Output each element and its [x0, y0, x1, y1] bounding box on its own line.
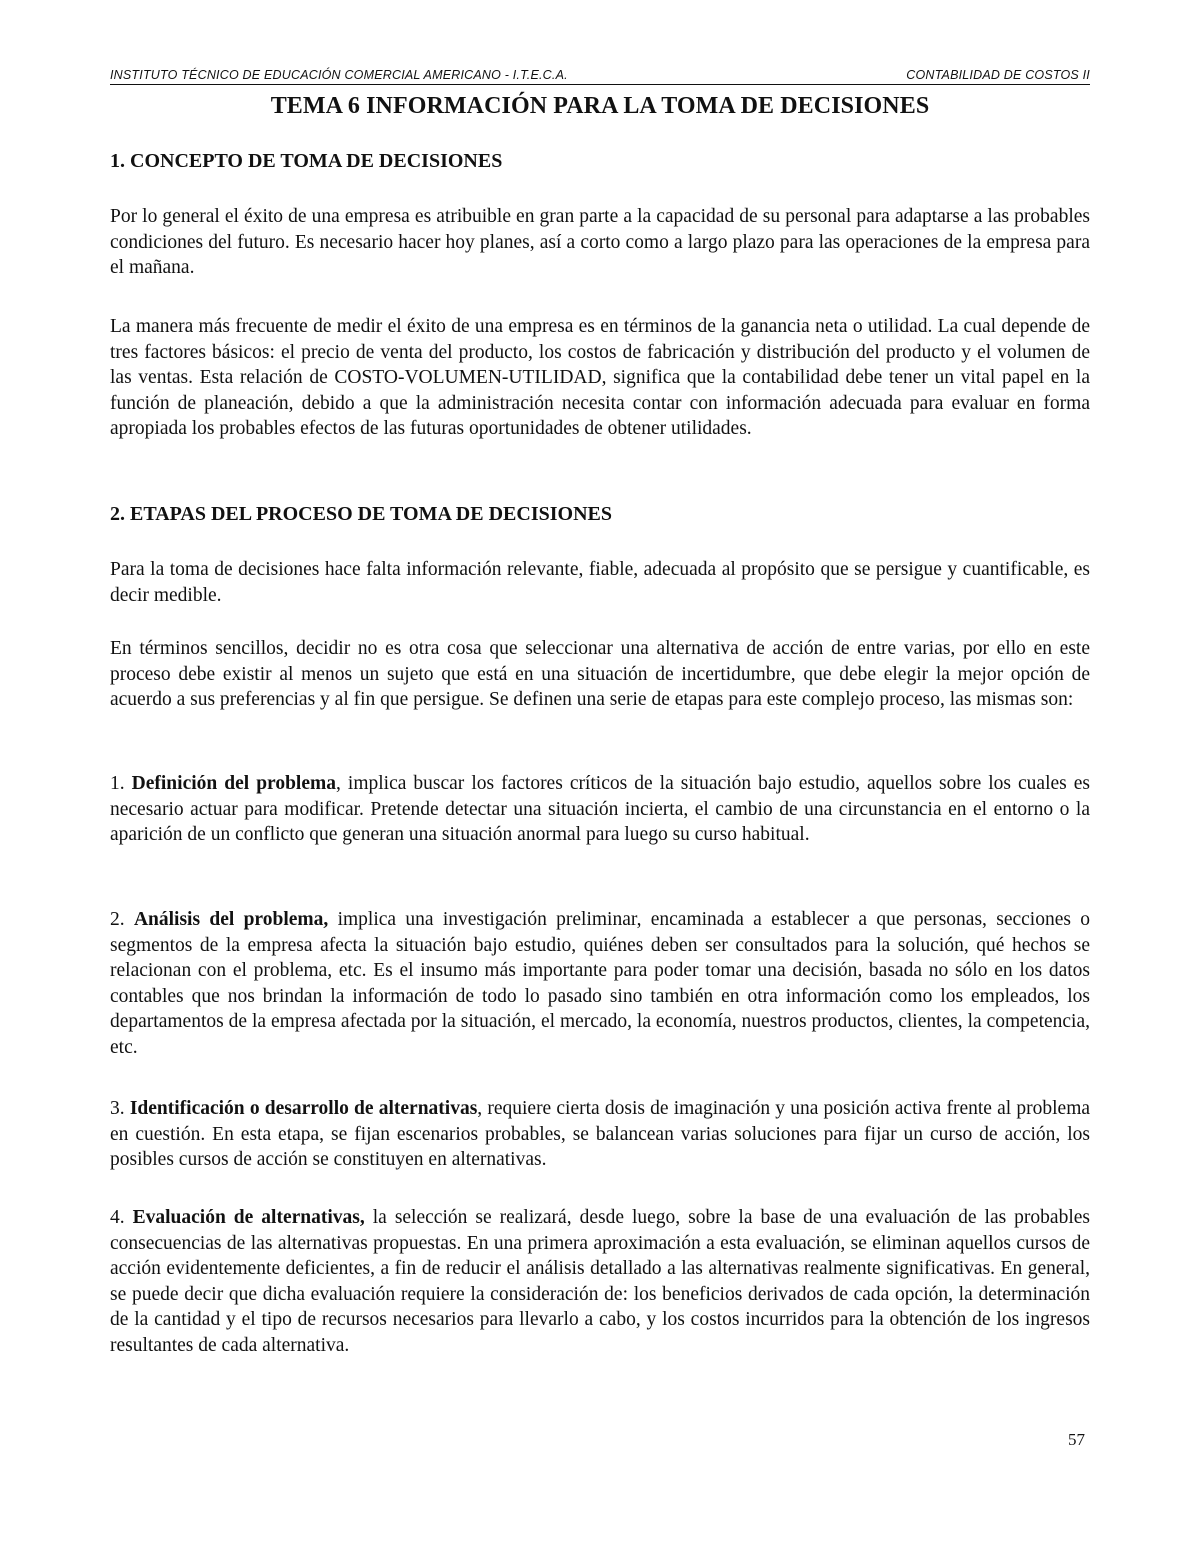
step-3-text: , requiere cierta dosis de imaginación y una posición activa frente al problema en cuestión. En esta etapa, se fijan escenarios probables, se balancean varias soluciones para fijar un curso de acción, los posibles cursos de acción se constituyen en alternativas. — [110, 1098, 1091, 1170]
section2-paragraph-2: En términos sencillos, decidir no es otra cosa que seleccionar una alternativa de acción de entre varias, por ello en este proceso debe existir al menos un sujeto que está en una situación de incertidumbre, que debe elegir la mejor opción de acuerdo a sus preferencias y al fin que persigue. Se definen una serie de etapas para este complejo proceso, las mismas son: — [110, 638, 1090, 710]
step-2-text: implica una investigación preliminar, encaminada a establecer a que personas, secciones o segmentos de la empresa afecta la situación bajo estudio, quiénes deben ser consultados para la solución, qué hechos se relacionan con el problema, etc. Es el insumo más importante para poder tomar una decisión, basada no sólo en los datos contables que nos brindan la información de todo lo pasado sino también en otra información como los empleados, los departamentos de la empresa afectada por la situación, el mercado, la economía, nuestros productos, clientes, la competencia, etc. — [110, 909, 1091, 1058]
section-heading-2: 2. ETAPAS DEL PROCESO DE TOMA DE DECISIONES — [110, 503, 612, 525]
step-1-text: , implica buscar los factores críticos de la situación bajo estudio, aquellos sobre los cuales es necesario actuar para modificar. Pretende detectar una situación incierta, el cambio de una circunstancia en el entorno o la aparición de un conflicto que generan una situación anormal para luego su curso habitual. — [110, 773, 1091, 845]
section-heading-1: 1. CONCEPTO DE TOMA DE DECISIONES — [110, 150, 503, 172]
step-3-paragraph — [110, 1096, 1090, 1173]
document-page — [110, 68, 1090, 120]
step-3-number: 3. — [110, 1098, 125, 1119]
step-4-paragraph — [110, 1205, 1090, 1358]
step-4-number: 4. — [110, 1207, 125, 1228]
page-title: TEMA 6 INFORMACIÓN PARA LA TOMA DE DECISIONES — [270, 93, 930, 119]
step-3-term: Identificación o desarrollo de alternativas — [129, 1098, 478, 1119]
step-2-number: 2. — [110, 909, 125, 930]
step-1-term: Definición del problema — [131, 773, 337, 794]
step-1-paragraph — [110, 771, 1090, 848]
header-institution: INSTITUTO TÉCNICO DE EDUCACIÓN COMERCIAL AMERICANO - I.T.E.C.A. — [110, 68, 568, 82]
header-course: CONTABILIDAD DE COSTOS II — [906, 68, 1090, 82]
section1-paragraph-1: Por lo general el éxito de una empresa es atribuible en gran parte a la capacidad de su personal para adaptarse a las probables condiciones del futuro. Es necesario hacer hoy planes, así a corto como a largo plazo para las operaciones de la empresa para el mañana. — [110, 206, 1090, 278]
step-2-term: Análisis del problema, — [133, 909, 329, 930]
running-header — [110, 68, 1090, 85]
page-number: 57 — [1068, 1430, 1085, 1449]
step-4-text: la selección se realizará, desde luego, sobre la base de una evaluación de las probables consecuencias de las alternativas propuestas. En una primera aproximación a esta evaluación, se eliminan aquellos cursos de acción evidentemente deficientes, a fin de reducir el análisis detallado a las alternativas realmente significativas. En general, se puede decir que dicha evaluación requiere la consideración de: los beneficios derivados de cada opción, la determinación de la cantidad y el tipo de recursos necesarios para llevarlo a cabo, y los costos incurridos para la obtención de los ingresos resultantes de cada alternativa. — [110, 1207, 1090, 1356]
step-4-term: Evaluación de alternativas, — [132, 1207, 365, 1228]
section1-paragraph-2: La manera más frecuente de medir el éxito de una empresa es en términos de la ganancia neta o utilidad. La cual depende de tres factores básicos: el precio de venta del producto, los costos de fabricación y distribución del producto y el volumen de las ventas. Esta relación de COSTO-VOLUMEN-UTILIDAD, significa que la contabilidad debe tener un vital papel en la función de planeación, debido a que la administración necesita contar con información adecuada para evaluar en forma apropiada los probables efectos de las futuras oportunidades de obtener utilidades. — [110, 316, 1090, 439]
step-2-paragraph — [110, 907, 1090, 1060]
step-1-number: 1. — [110, 773, 125, 794]
section2-paragraph-1: Para la toma de decisiones hace falta información relevante, fiable, adecuada al propósito que se persigue y cuantificable, es decir medible. — [110, 559, 1090, 606]
